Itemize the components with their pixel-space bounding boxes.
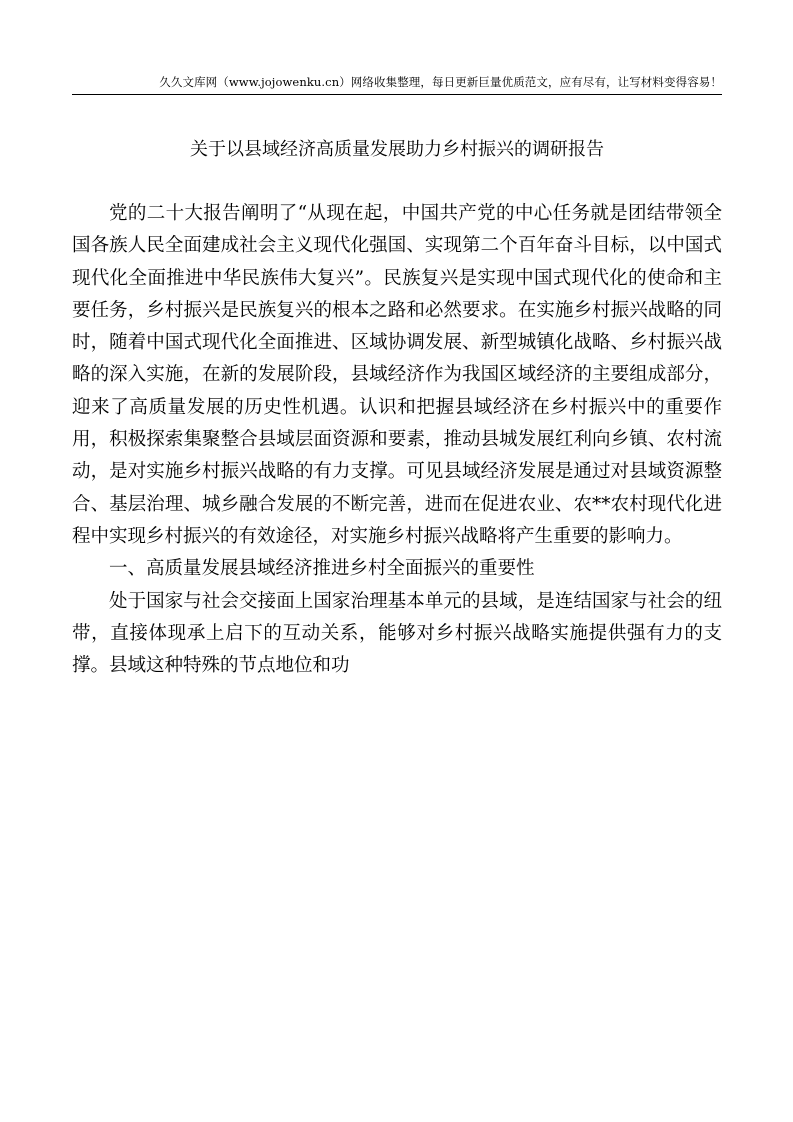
section-heading: 一、高质量发展县域经济推进乡村全面振兴的重要性	[109, 558, 535, 580]
header-divider	[72, 94, 722, 95]
page-header: 久久文库网（www.jojowenku.cn）网络收集整理，每日更新巨量优质范文，应有尽有，让写材料变得容易！	[159, 75, 722, 89]
document-body	[72, 198, 722, 682]
body-paragraph: 党的二十大报告阐明了“从现在起，中国共产党的中心任务就是团结带领全国各族人民全面建成社会主义现代化强国、实现第二个百年奋斗目标，以中国式现代化全面推进中华民族伟大复兴”。民族复兴是实现中国式现代化的使命和主要任务，乡村振兴是民族复兴的根本之路和必然要求。在实施乡村振兴战略的同时，随着中国式现代化全面推进、区域协调发展、新型城镇化战略、乡村振兴战略的深入实施，在新的发展阶段，县域经济作为我国区域经济的主要组成部分，迎来了高质量发展的历史性机遇。认识和把握县域经济在乡村振兴中的重要作用，积极探索集聚整合县域层面资源和要素，推动县城发展红利向乡镇、农村流动，是对实施乡村振兴战略的有力支撑。可见县域经济发展是通过对县域资源整合、基层治理、城乡融合发展的不断完善，进而在促进农业、农**农村现代化进程中实现乡村振兴的有效途径，对实施乡村振兴战略将产生重要的影响力。	[72, 203, 722, 547]
document-title: 关于以县域经济高质量发展助力乡村振兴的调研报告	[190, 139, 604, 160]
body-paragraph: 处于国家与社会交接面上国家治理基本单元的县域，是连结国家与社会的纽带，直接体现承上启下的互动关系，能够对乡村振兴战略实施提供强有力的支撑。县域这种特殊的节点地位和功	[72, 590, 722, 677]
